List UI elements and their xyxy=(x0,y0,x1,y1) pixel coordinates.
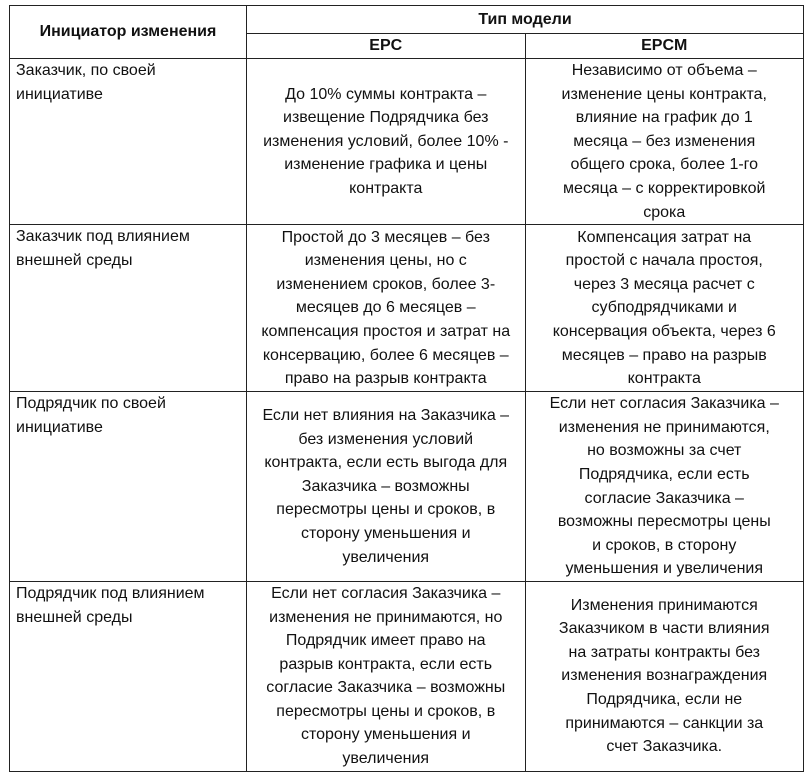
cell-text-line: контракта xyxy=(627,370,701,388)
cell-text-line: влияние на график до 1 xyxy=(575,109,753,127)
cell-text-line: Заказчик под влиянием xyxy=(16,228,190,246)
cell-text-line: Подрядчик по своей xyxy=(16,395,166,413)
cell-text-line: счет Заказчика. xyxy=(606,738,723,756)
cell-text-line: и сроков, в сторону xyxy=(592,536,737,554)
cell-text-line: консервация объекта, через 6 xyxy=(552,322,776,340)
epcm-cell xyxy=(525,225,804,392)
cell-text-line: инициативе xyxy=(16,85,103,103)
cell-text-line: изменения вознаграждения xyxy=(561,667,768,685)
epcm-cell xyxy=(525,59,804,225)
table-row xyxy=(10,392,804,582)
initiator-cell xyxy=(10,581,247,771)
cell-text-line: месяцев до 6 месяцев – xyxy=(295,299,476,317)
table-row xyxy=(10,225,804,392)
cell-text-line: Заказчик, по своей xyxy=(16,62,156,79)
header-epc: EPC xyxy=(247,34,526,59)
cell-text-line: сторону уменьшения и xyxy=(300,726,471,744)
cell-text-line: принимаются – санкции за xyxy=(565,714,764,732)
cell-text-line: внешней среды xyxy=(16,608,133,626)
cell-text-line: Если нет влияния на Заказчика – xyxy=(262,406,510,424)
initiator-cell xyxy=(10,59,247,225)
initiator-cell xyxy=(10,225,247,392)
cell-text-line: согласие Заказчика – xyxy=(584,489,744,507)
cell-text-line: изменением сроков, более 3- xyxy=(276,275,496,293)
cell-text-line: срока xyxy=(643,203,686,221)
initiator-cell xyxy=(10,392,247,582)
cell-text-line: увеличения xyxy=(342,750,430,768)
cell-text-line: До 10% суммы контракта – xyxy=(285,85,487,103)
header-model-type: Тип модели xyxy=(247,6,804,34)
cell-text-line: инициативе xyxy=(16,418,103,436)
cell-text-line: изменения не принимаются, но xyxy=(269,608,503,626)
header-epcm: EPCM xyxy=(525,34,804,59)
cell-text-line: консервацию, более 6 месяцев – xyxy=(262,346,509,364)
cell-text-line: Независимо от объема – xyxy=(571,62,757,79)
table-row xyxy=(10,581,804,771)
cell-text-line: Подрядчик под влиянием xyxy=(16,584,205,602)
epcm-cell xyxy=(525,581,804,771)
cell-text-line: согласие Заказчика – возможны xyxy=(266,679,506,697)
cell-text-line: изменение цены контракта, xyxy=(561,85,767,103)
cell-text-line: месяцев – право на разрыв xyxy=(561,346,767,364)
cell-text-line: разрыв контракта, если есть xyxy=(279,655,493,673)
cell-text-line: Подрядчика, если есть xyxy=(578,465,750,483)
cell-text-line: Если нет согласия Заказчика – xyxy=(549,395,779,413)
cell-text-line: изменения цены, но с xyxy=(304,252,467,270)
cell-text-line: Компенсация затрат на xyxy=(577,228,752,246)
cell-text-line: пересмотры цены и сроков, в xyxy=(276,501,496,519)
epc-cell xyxy=(247,59,526,225)
cell-text-line: Если нет согласия Заказчика – xyxy=(271,584,501,602)
cell-text-line: но возможны за счет xyxy=(587,442,742,460)
cell-text-line: уменьшения и увеличения xyxy=(565,560,764,578)
cell-text-line: субподрядчиками и xyxy=(591,299,737,317)
cell-text-line: компенсация простоя и затрат на xyxy=(261,322,511,340)
cell-text-line: Заказчиком в части влияния xyxy=(558,620,770,638)
cell-text-line: изменение графика и цены xyxy=(284,156,488,174)
cell-text-line: Заказчика – возможны xyxy=(301,477,470,495)
header-initiator: Инициатор изменения xyxy=(10,6,247,59)
epcm-cell xyxy=(525,392,804,582)
table-body xyxy=(10,59,804,772)
cell-text-line: изменения условий, более 10% - xyxy=(263,132,509,150)
cell-text-line: месяца – с корректировкой xyxy=(563,179,766,197)
cell-text-line: право на разрыв контракта xyxy=(284,370,487,388)
cell-text-line: возможны пересмотры цены xyxy=(557,513,771,531)
cell-text-line: на затраты контракты без xyxy=(568,643,760,661)
epc-cell xyxy=(247,392,526,582)
cell-text-line: увеличения xyxy=(342,548,430,566)
cell-text-line: контракта xyxy=(349,179,423,197)
table-row xyxy=(10,59,804,225)
cell-text-line: Подрядчика, если не xyxy=(586,691,743,709)
cell-text-line: извещение Подрядчика без xyxy=(283,109,489,127)
cell-text-line: контракта, если есть выгода для xyxy=(264,454,508,472)
cell-text-line: простой с начала простоя, xyxy=(565,252,763,270)
cell-text-line: сторону уменьшения и xyxy=(300,524,471,542)
cell-text-line: Подрядчик имеет право на xyxy=(285,632,486,650)
cell-text-line: внешней среды xyxy=(16,251,133,269)
epc-cell xyxy=(247,581,526,771)
cell-text-line: пересмотры цены и сроков, в xyxy=(276,702,496,720)
cell-text-line: Простой до 3 месяцев – без xyxy=(281,228,490,246)
cell-text-line: через 3 месяца расчет с xyxy=(573,275,755,293)
model-comparison-table xyxy=(9,5,804,772)
cell-text-line: без изменения условий xyxy=(298,430,474,448)
cell-text-line: месяца – без изменения xyxy=(573,132,756,150)
cell-text-line: общего срока, более 1-го xyxy=(570,156,759,174)
cell-text-line: Изменения принимаются xyxy=(570,596,758,614)
cell-text-line: изменения не принимаются, xyxy=(558,418,770,436)
epc-cell xyxy=(247,225,526,392)
